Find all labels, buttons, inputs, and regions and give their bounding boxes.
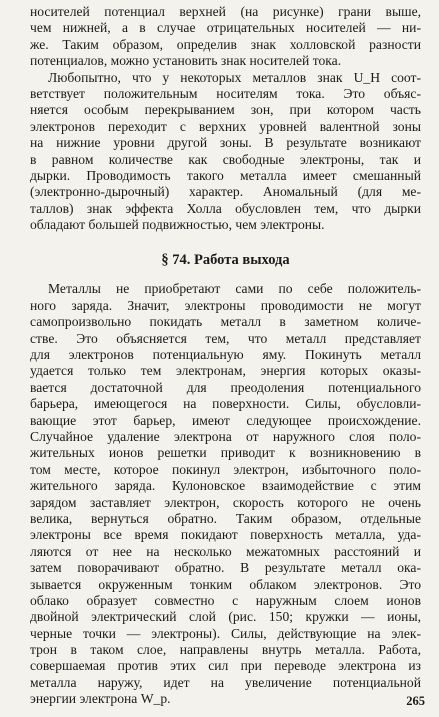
- text-line: дырки. Проводимость такого металла имеет смешанный: [30, 167, 421, 183]
- text-line: для электронов потенциальную яму. Покинуть металл: [30, 347, 421, 363]
- text-line: совершаемая против этих сил при переводе электрона из: [30, 658, 421, 674]
- text-line: ветствует положительным носителям тока. Это объяс-: [30, 85, 421, 101]
- text-line: таллов) знак эффекта Холла обусловлен тем, что дырки: [30, 200, 421, 216]
- text-line: зарядом заставляет электрон, скорость которого не очень: [30, 494, 421, 510]
- text-line: (электронно-дырочный) характер. Аномальный (для ме-: [30, 184, 421, 200]
- text-line: самопроизвольно покидать металл в заметном количе-: [30, 314, 421, 330]
- text-line: Металлы не приобретают сами по себе положитель-: [48, 281, 421, 297]
- page-number: 265: [406, 694, 425, 708]
- text-line: же. Таким образом, определив знак холловской разности: [30, 36, 421, 52]
- text-line: жительных ионов решетки приводит к возникновению в: [30, 445, 421, 461]
- page-text: [30, 4, 421, 708]
- text-line: электроны все время покидают поверхность металла, уда-: [30, 527, 421, 543]
- text-line: Случайное удаление электрона от наружного слоя поло-: [30, 428, 421, 444]
- text-line: металла наружу, идет на увеличение потенциальной: [30, 674, 421, 690]
- text-line: зывается окруженным тонким облаком электронов. Это: [30, 576, 421, 592]
- text-line: чем нижней, а в случае отрицательных носителей — ни-: [30, 20, 421, 36]
- text-line: велика, вернуться обратно. Таким образом, отдельные: [30, 510, 421, 526]
- text-line: черные точки — электроны). Силы, действующие на элек-: [30, 625, 421, 641]
- paragraph-top: [30, 4, 421, 70]
- text-line: в равном количестве как свободные электроны, так и: [30, 151, 421, 167]
- text-line: затем поворачивают обратно. В результате металл ока-: [30, 560, 421, 576]
- paragraph-metals: [30, 70, 421, 234]
- text-line: жительного заряда. Кулоновское взаимодействие с этим: [30, 478, 421, 494]
- paragraph-work-function: [30, 281, 421, 707]
- text-line: стве. Это объясняется тем, что металл представляет: [30, 330, 421, 346]
- text-line: носителей потенциал верхней (на рисунке) грани выше,: [30, 4, 421, 19]
- text-line: двойной электрический слой (рис. 150; кружки — ионы,: [30, 609, 421, 625]
- text-line: потенциалов, можно установить знак носителей тока.: [30, 53, 342, 69]
- text-line: Любопытно, что у некоторых металлов знак U_H соот-: [48, 69, 421, 85]
- text-line: трон в таком слое, направлены внутрь металла. Работа,: [30, 642, 421, 658]
- section-title: § 74. Работа выхода: [161, 252, 290, 269]
- text-line: обладают большей подвижностью, чем электроны.: [30, 217, 325, 233]
- text-line: электронов переходит с верхних уровней валентной зоны: [30, 118, 421, 134]
- text-line: ляются от нее на несколько межатомных расстояний и: [30, 543, 421, 559]
- text-line: вающие этот барьер, имеют следующее происхождение.: [30, 412, 421, 428]
- text-line: ного заряда. Значит, электроны проводимости не могут: [30, 297, 421, 313]
- text-line: энергии электрона W_p.: [30, 691, 171, 707]
- text-line: барьера, имеющегося на поверхности. Силы, обусловли-: [30, 396, 421, 412]
- text-line: няется особым перекрыванием зон, при котором часть: [30, 102, 421, 118]
- text-line: на нижние уровни другой зоны. В результате возникают: [30, 135, 421, 151]
- text-line: вается достаточной для преодоления потенциального: [30, 379, 421, 395]
- text-line: том месте, которое покинул электрон, избыточного поло-: [30, 461, 421, 477]
- text-line: облако образует совместно с наружным слоем ионов: [30, 592, 421, 608]
- text-line: удается только тем электронам, энергия которых оказы-: [30, 363, 421, 379]
